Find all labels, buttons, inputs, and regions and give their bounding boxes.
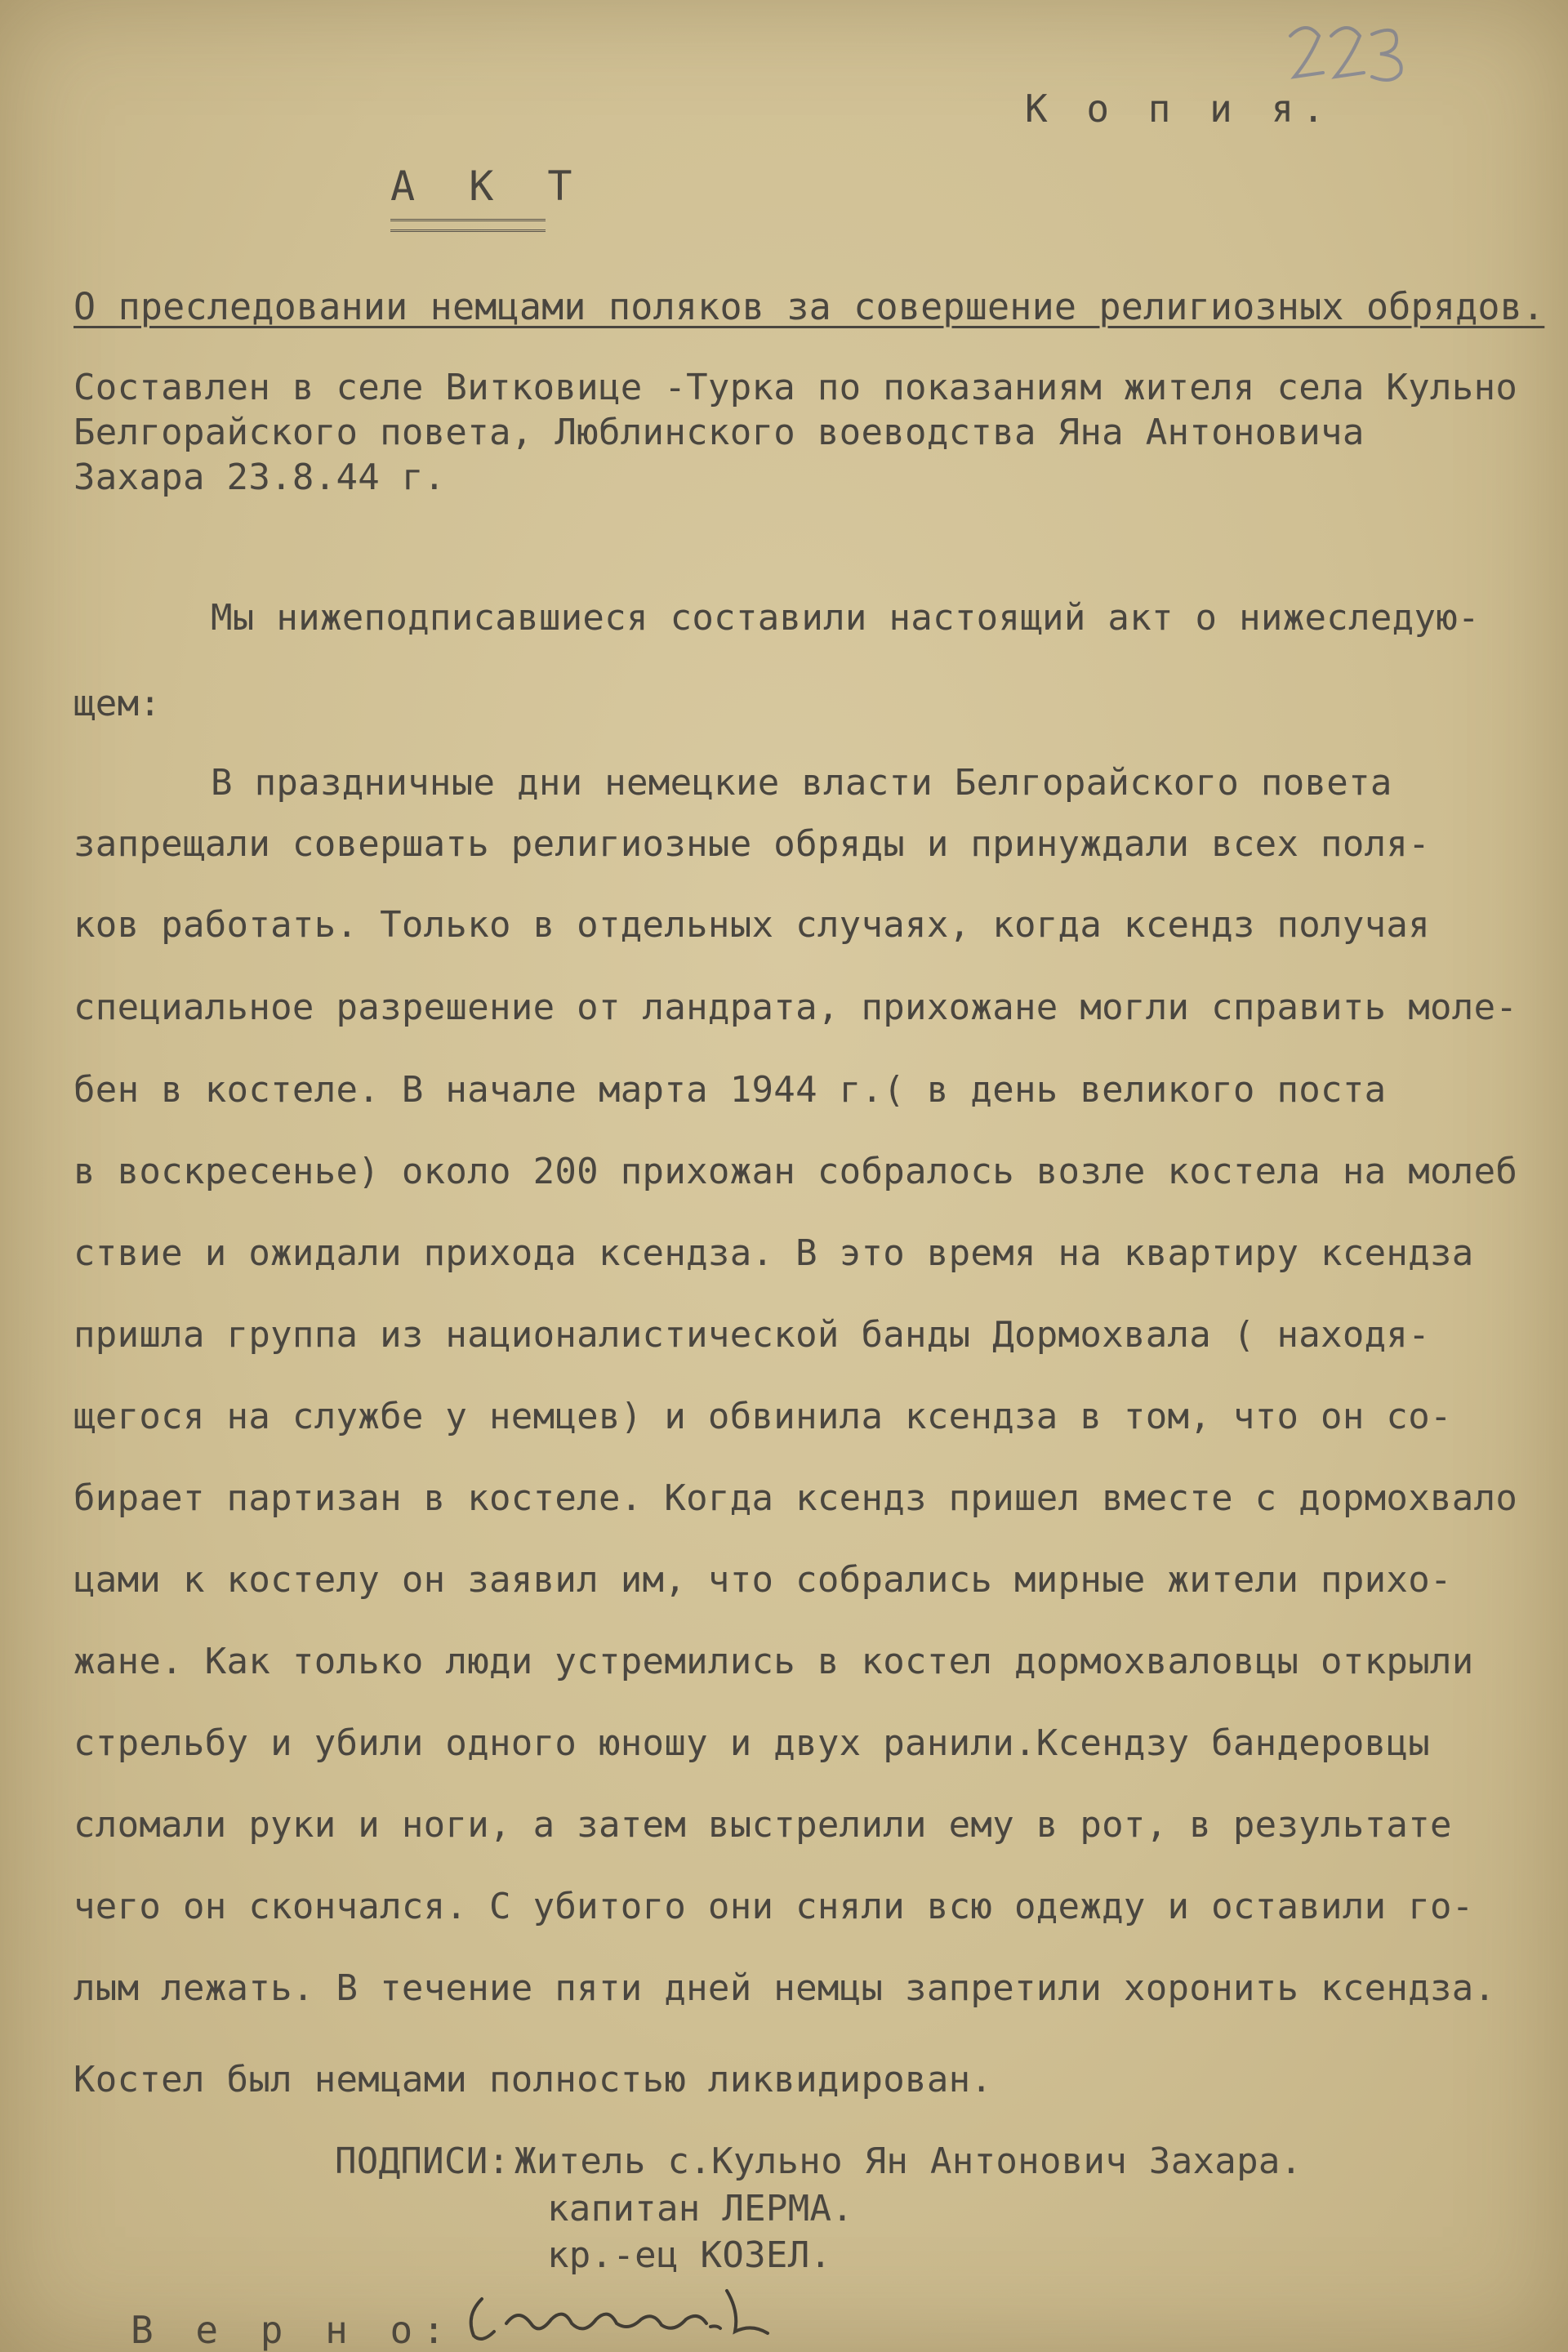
signatures-label: ПОДПИСИ: <box>335 2140 510 2182</box>
body-line: Костел был немцами полностью ликвидирован. <box>74 2059 993 2100</box>
copy-label: К о п и я. <box>1025 87 1333 131</box>
body-line: жане. Как только люди устремились в костел дормохваловцы открыли <box>74 1641 1474 1682</box>
title-underline <box>390 219 546 232</box>
header-line: Захара 23.8.44 г. <box>74 457 446 498</box>
body-line: стрельбу и убили одного юношу и двух ранили.Ксендзу бандеровцы <box>74 1722 1430 1764</box>
body-line: специальное разрешение от ландрата, прихожане могли справить моле- <box>74 987 1518 1028</box>
document-subject: О преследовании немцами поляков за совершение религиозных обрядов. <box>74 285 1545 328</box>
body-line: В праздничные дни немецкие власти Белгорайского повета <box>211 762 1392 804</box>
body-line: ствие и ожидали прихода ксендза. В это время на квартиру ксендза <box>74 1232 1474 1274</box>
body-line: ков работать. Только в отдельных случаях, когда ксендз получая <box>74 904 1430 946</box>
body-line: чего он скончался. С убитого они сняли всю одежду и оставили го- <box>74 1886 1474 1927</box>
document-title: А К Т <box>390 163 587 210</box>
body-line: бен в костеле. В начале марта 1944 г.( в день великого поста <box>74 1069 1387 1111</box>
signature-line: Житель с.Кульно Ян Антонович Захара. <box>514 2140 1303 2182</box>
signature-line: кр.-ец КОЗЕЛ. <box>547 2234 832 2276</box>
header-line: Белгорайского повета, Люблинского воеводства Яна Антоновича <box>74 412 1365 453</box>
body-line: в воскресенье) около 200 прихожан собралось возле костела на молеб <box>74 1151 1518 1192</box>
body-line: бирает партизан в костеле. Когда ксендз пришел вместе с дормохвало <box>74 1477 1518 1519</box>
body-line: запрещали совершать религиозные обряды и принуждали всех поля- <box>74 823 1430 865</box>
verno-label: В е р н о: <box>131 2308 455 2352</box>
body-line: сломали руки и ноги, а затем выстрелили ему в рот, в результате <box>74 1804 1452 1846</box>
header-line: Составлен в селе Витковице -Турка по показаниям жителя села Кульно <box>74 367 1518 408</box>
handwritten-signature <box>457 2274 808 2348</box>
body-line: лым лежать. В течение пяти дней немцы запретили хоронить ксендза. <box>74 1967 1496 2009</box>
body-line: цами к костелу он заявил им, что собрались мирные жители прихо- <box>74 1559 1452 1601</box>
intro-line: Мы нижеподписавшиеся составили настоящий акт о нижеследую- <box>211 597 1480 639</box>
intro-line: щем: <box>74 683 162 724</box>
signature-line: капитан ЛЕРМА. <box>547 2188 854 2230</box>
body-line: щегося на службе у немцев) и обвинила ксендза в том, что он со- <box>74 1396 1452 1437</box>
body-line: пришла группа из националистической банды Дормохвала ( находя- <box>74 1314 1430 1356</box>
archive-page-number-handwritten <box>1274 11 1437 93</box>
